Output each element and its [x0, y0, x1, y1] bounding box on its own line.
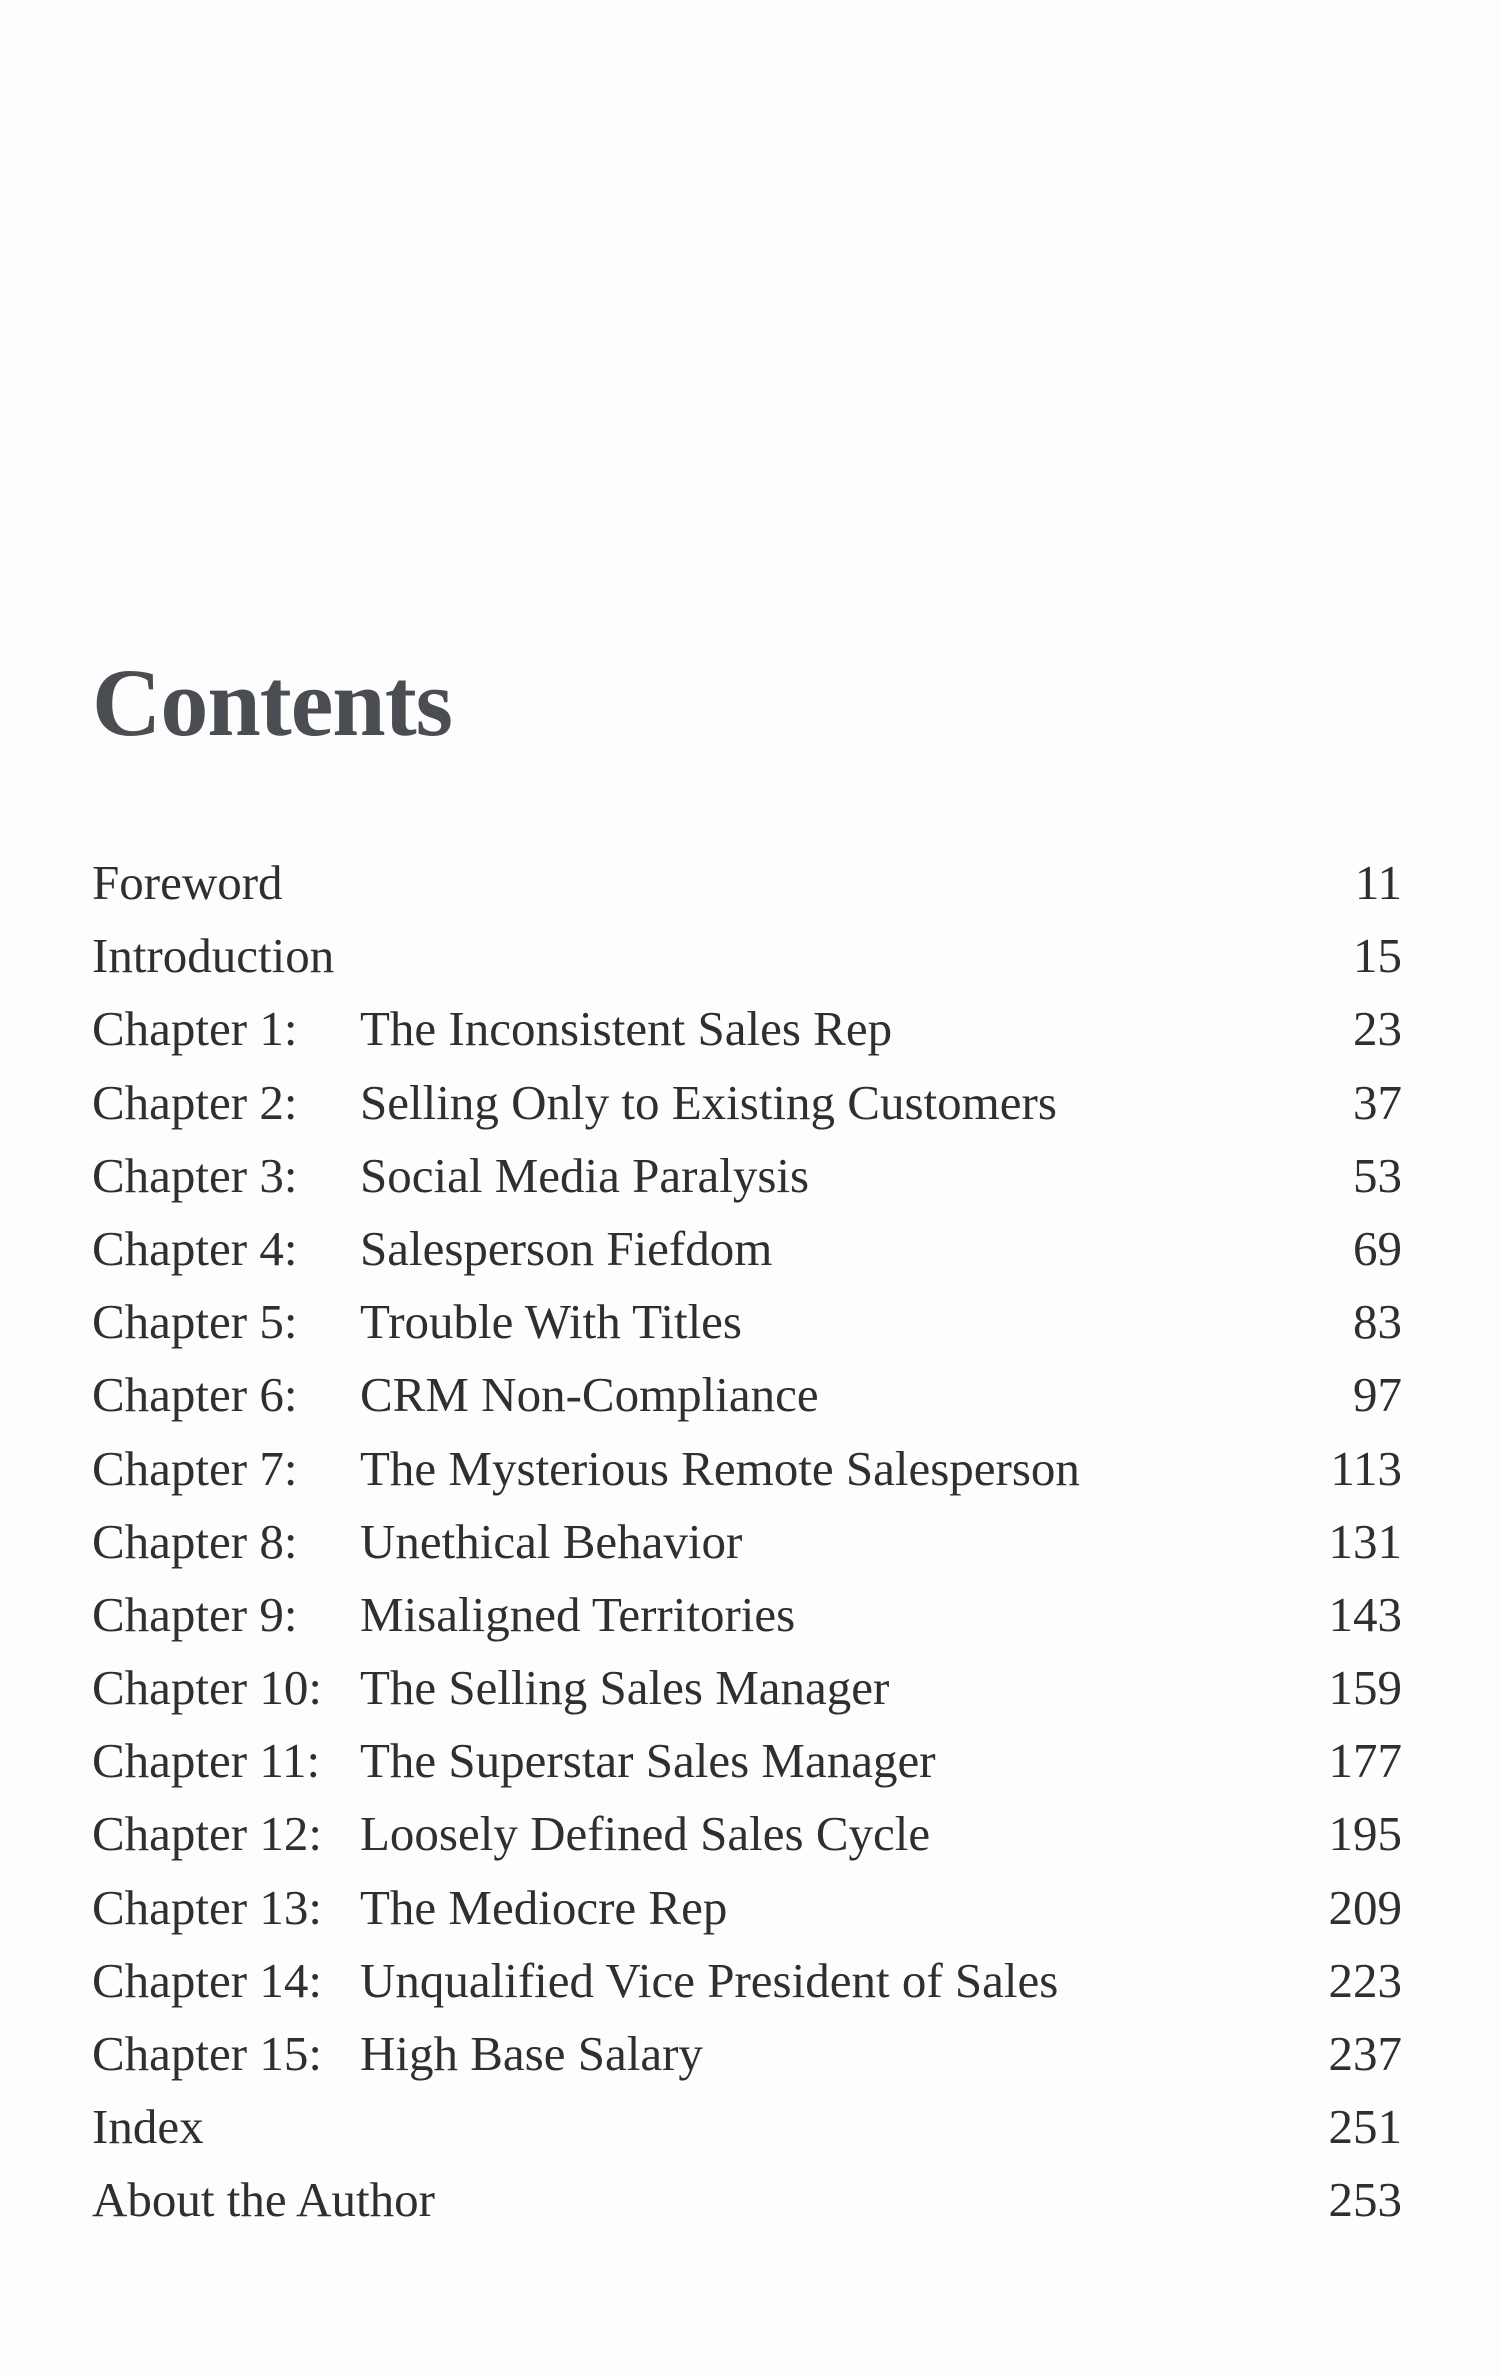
toc-entry-page: 83	[1353, 1294, 1402, 1350]
toc-entry-label: About the Author	[92, 2172, 435, 2228]
toc-entry-title: Salesperson Fiefdom	[360, 1220, 773, 1276]
toc-entry-chapter-12	[92, 1797, 1402, 1870]
toc-entry-chapter-8	[92, 1505, 1402, 1578]
toc-entry-page: 223	[1328, 1952, 1402, 2008]
toc-entry-label: Chapter 7:	[92, 1440, 298, 1496]
toc-entry-label: Chapter 9:	[92, 1586, 298, 1642]
toc-entry-chapter-14	[92, 1944, 1402, 2017]
toc-entry-chapter-2	[92, 1066, 1402, 1139]
toc-entry-chapter-9	[92, 1578, 1402, 1651]
toc-entry-title: Social Media Paralysis	[360, 1147, 810, 1203]
toc-entry-title: The Mysterious Remote Salesperson	[360, 1440, 1080, 1496]
toc-entry-label: Chapter 13:	[92, 1879, 322, 1935]
toc-entry-page: 97	[1353, 1367, 1402, 1423]
page-title: Contents	[92, 649, 453, 756]
toc-entry-title: High Base Salary	[360, 2026, 703, 2081]
toc-entry-chapter-5	[92, 1285, 1402, 1358]
toc-entry-label: Chapter 14:	[92, 1952, 322, 2008]
toc-entry-title: Misaligned Territories	[360, 1586, 796, 1642]
toc-entry-label: Chapter 3:	[92, 1147, 298, 1203]
toc-entry-chapter-4	[92, 1212, 1402, 1285]
toc-entry-page: 53	[1353, 1147, 1402, 1203]
toc-entry-page: 15	[1353, 928, 1402, 984]
toc-entry-title: Loosely Defined Sales Cycle	[360, 1806, 931, 1862]
toc-entry-chapter-6	[92, 1358, 1402, 1431]
toc-entry-introduction	[92, 919, 1402, 992]
toc-entry-title: The Mediocre Rep	[360, 1879, 728, 1935]
toc-entry-label: Index	[92, 2099, 204, 2155]
toc-entry-page: 253	[1328, 2172, 1402, 2228]
toc-entry-label: Chapter 5:	[92, 1294, 298, 1350]
toc-entry-title: Unqualified Vice President of Sales	[360, 1952, 1059, 2008]
toc-entry-page: 69	[1353, 1220, 1402, 1276]
toc-entry-about-the-author	[92, 2163, 1402, 2236]
toc-entry-label: Chapter 15:	[92, 2026, 322, 2081]
toc-entry-chapter-13	[92, 1871, 1402, 1944]
toc-entry-page: 237	[1328, 2026, 1402, 2081]
toc-entry-chapter-11	[92, 1724, 1402, 1797]
toc-entry-label: Introduction	[92, 928, 335, 984]
toc-entry-chapter-15	[92, 2017, 1402, 2090]
toc-entry-title: Selling Only to Existing Customers	[360, 1074, 1057, 1130]
toc-entry-title: Trouble With Titles	[360, 1294, 742, 1350]
toc-entry-label: Chapter 10:	[92, 1660, 322, 1716]
toc-entry-page: 209	[1328, 1879, 1402, 1935]
toc-entry-label: Foreword	[92, 855, 283, 910]
toc-entry-page: 131	[1328, 1513, 1402, 1569]
toc-entry-page: 251	[1328, 2099, 1402, 2155]
toc-entry-label: Chapter 2:	[92, 1074, 298, 1130]
toc-entry-page: 177	[1328, 1733, 1402, 1789]
toc-entry-page: 113	[1330, 1440, 1402, 1496]
toc-entry-page: 11	[1354, 855, 1402, 910]
toc-entry-chapter-10	[92, 1651, 1402, 1724]
toc-entry-label: Chapter 11:	[92, 1733, 321, 1789]
toc-entry-page: 195	[1328, 1806, 1402, 1862]
toc-entry-label: Chapter 6:	[92, 1367, 298, 1423]
toc-entry-page: 159	[1328, 1660, 1402, 1716]
toc-entry-label: Chapter 1:	[92, 1001, 298, 1057]
toc-entry-label: Chapter 4:	[92, 1220, 298, 1276]
toc-entry-page: 37	[1353, 1074, 1402, 1130]
toc-entry-page: 23	[1353, 1001, 1402, 1057]
toc-entry-chapter-1	[92, 992, 1402, 1065]
toc-entry-title: CRM Non-Compliance	[360, 1367, 819, 1423]
toc-entry-foreword	[92, 846, 1402, 919]
toc-entry-index	[92, 2090, 1402, 2163]
table-of-contents	[92, 846, 1402, 2237]
toc-entry-title: The Inconsistent Sales Rep	[360, 1001, 893, 1057]
toc-entry-title: The Selling Sales Manager	[360, 1660, 890, 1716]
toc-entry-chapter-7	[92, 1432, 1402, 1505]
toc-entry-label: Chapter 12:	[92, 1806, 322, 1862]
toc-entry-page: 143	[1328, 1586, 1402, 1642]
toc-entry-chapter-3	[92, 1139, 1402, 1212]
toc-entry-title: Unethical Behavior	[360, 1513, 743, 1569]
toc-entry-label: Chapter 8:	[92, 1513, 298, 1569]
toc-entry-title: The Superstar Sales Manager	[360, 1733, 936, 1789]
